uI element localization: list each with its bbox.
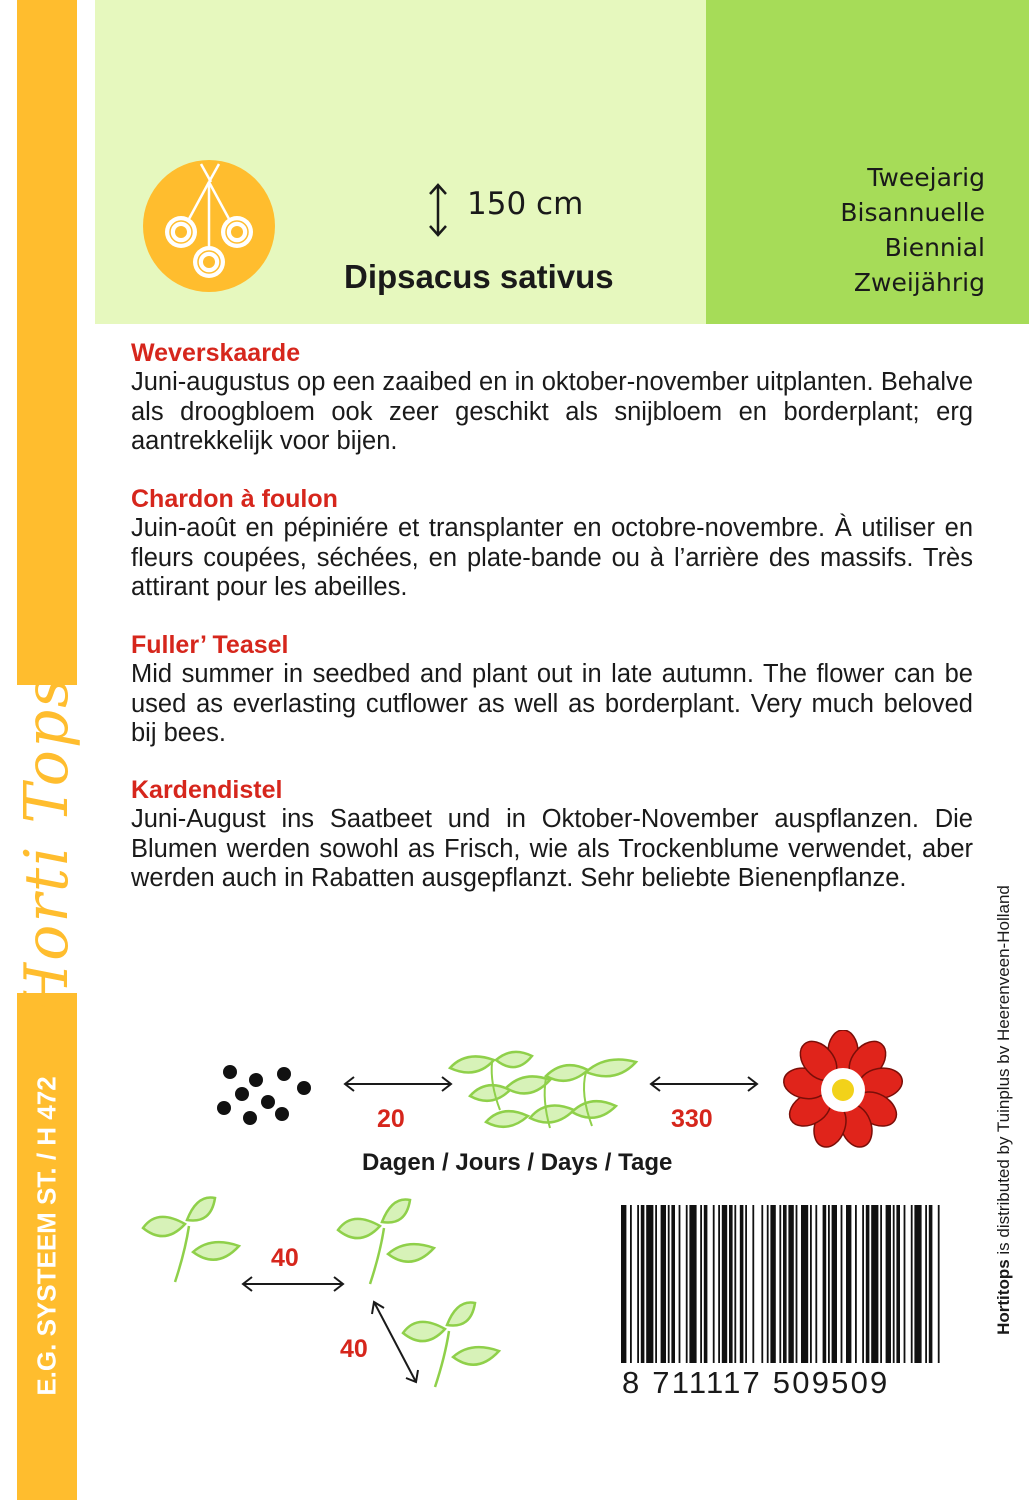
barcode-bar	[823, 1205, 827, 1363]
flower-icon	[778, 1030, 908, 1150]
barcode-bar	[801, 1205, 808, 1363]
barcode-bar	[938, 1205, 940, 1363]
barcode-bar	[729, 1205, 733, 1363]
section-title: Kardendistel	[131, 776, 283, 804]
double-arrow-icon	[342, 1075, 454, 1093]
double-arrow-icon	[648, 1075, 760, 1093]
lifecycle-en: Biennial	[884, 233, 985, 262]
barcode-bar	[679, 1205, 681, 1363]
barcode-bar	[828, 1205, 830, 1363]
seeds-icon	[210, 1060, 320, 1130]
barcode-bar	[671, 1205, 675, 1363]
days-to-flower: 330	[671, 1105, 713, 1133]
latin-name: Dipsacus sativus	[344, 258, 614, 295]
barcode-bar	[880, 1205, 882, 1363]
plant-height: 150 cm	[467, 186, 584, 222]
plant-icon	[135, 1190, 245, 1286]
barcode-bar	[832, 1205, 837, 1363]
distributor-text: is distributed by Tuinplus bv Heerenveen-Holland	[994, 885, 1013, 1260]
seedlings-icon	[446, 1048, 642, 1140]
product-code: E.G. SYSTEEM ST. / H 472	[31, 1076, 62, 1396]
section-text: Juni-augustus op een zaaibed en in oktober-november uitplanten. Behalve als droogbloem ook zeer geschikt als snijbloem en borderplant; erg aantrekkelijk voor bijen.	[131, 368, 973, 455]
flower-category-icon	[143, 160, 275, 292]
section-text: Juin-août en pépiniére et transplanter en octobre-novembre. À utiliser en fleurs coupées, séchées, en plate-bande ou à l’arrière des massifs. Très attirant pour les abeilles.	[131, 514, 973, 601]
barcode-bar	[668, 1205, 670, 1363]
barcode-bar	[810, 1205, 812, 1363]
barcode-bar	[661, 1205, 666, 1363]
height-arrow-icon	[428, 183, 448, 237]
barcode-bar	[893, 1205, 895, 1363]
barcode-bar	[815, 1205, 817, 1363]
barcode-bar	[713, 1205, 715, 1363]
brand-logo: Horti Tops	[12, 674, 82, 1016]
barcode-bar	[686, 1205, 688, 1363]
lifecycle-list	[840, 160, 985, 300]
section-title: Weverskaarde	[131, 339, 301, 367]
section-text: Mid summer in seedbed and plant out in late autumn. The flower can be used as everlasting cutflower as well as borderplant. Very much beloved bij bees.	[131, 660, 973, 747]
barcode-bar	[855, 1205, 857, 1363]
barcode-bar	[911, 1205, 913, 1363]
barcode-bar	[621, 1205, 626, 1363]
section-text: Juni-August ins Saatbeet und in Oktober-November auspflanzen. Die Blumen werden sowohl as Frisch, wie als Trockenblume verwendet, aber werden auch in Rabatten ausgepflanzt. Sehr beliebte Bienenpflanze.	[131, 805, 973, 892]
barcode-number: 8 711117 509509	[622, 1365, 890, 1400]
distributor-brand: Hortitops	[994, 1259, 1013, 1335]
barcode-bar	[700, 1205, 702, 1363]
barcode-bar	[734, 1205, 736, 1363]
section-nl	[131, 338, 973, 457]
barcode-bar	[866, 1205, 870, 1363]
section-en	[131, 630, 973, 749]
barcode-bar	[788, 1205, 793, 1363]
barcode-bar	[745, 1205, 747, 1363]
barcode-bar	[886, 1205, 891, 1363]
barcode-bar	[637, 1205, 639, 1363]
barcode-bar	[783, 1205, 787, 1363]
barcode-bar	[761, 1205, 763, 1363]
section-title: Fuller’ Teasel	[131, 631, 289, 659]
section-de	[131, 775, 973, 894]
barcode-bar	[718, 1205, 720, 1363]
barcode-bar	[752, 1205, 754, 1363]
barcode-bar	[630, 1205, 632, 1363]
barcode-bar	[740, 1205, 744, 1363]
lifecycle-de: Zweijährig	[853, 268, 985, 297]
barcode-bar	[914, 1205, 921, 1363]
barcode-bar	[904, 1205, 906, 1363]
barcode-bar	[779, 1205, 781, 1363]
barcode-bar	[896, 1205, 900, 1363]
row-spacing: 40	[340, 1335, 368, 1363]
barcode-bar	[689, 1205, 696, 1363]
section-fr	[131, 484, 973, 603]
barcode-bar	[767, 1205, 769, 1363]
barcode-bar	[929, 1205, 933, 1363]
barcode-bar	[704, 1205, 708, 1363]
section-title: Chardon à foulon	[131, 485, 338, 513]
barcode-bar	[862, 1205, 864, 1363]
barcode-bar	[722, 1205, 727, 1363]
barcode-bar	[646, 1205, 653, 1363]
barcode-bar	[770, 1205, 775, 1363]
plant-icon	[395, 1295, 505, 1391]
barcode-bar	[871, 1205, 878, 1363]
days-label: Dagen / Jours / Days / Tage	[362, 1149, 673, 1176]
barcode-bar	[796, 1205, 798, 1363]
days-to-transplant: 20	[377, 1105, 405, 1133]
distributor-note	[994, 885, 1014, 1335]
barcode-bar	[641, 1205, 645, 1363]
lifecycle-nl: Tweejarig	[867, 163, 985, 192]
plant-icon	[330, 1192, 440, 1288]
barcode-bar	[846, 1205, 851, 1363]
plant-spacing: 40	[271, 1244, 299, 1272]
barcode-bar	[925, 1205, 927, 1363]
barcode-bar	[655, 1205, 657, 1363]
lifecycle-fr: Bisannuelle	[840, 198, 985, 227]
barcode-bar	[841, 1205, 843, 1363]
